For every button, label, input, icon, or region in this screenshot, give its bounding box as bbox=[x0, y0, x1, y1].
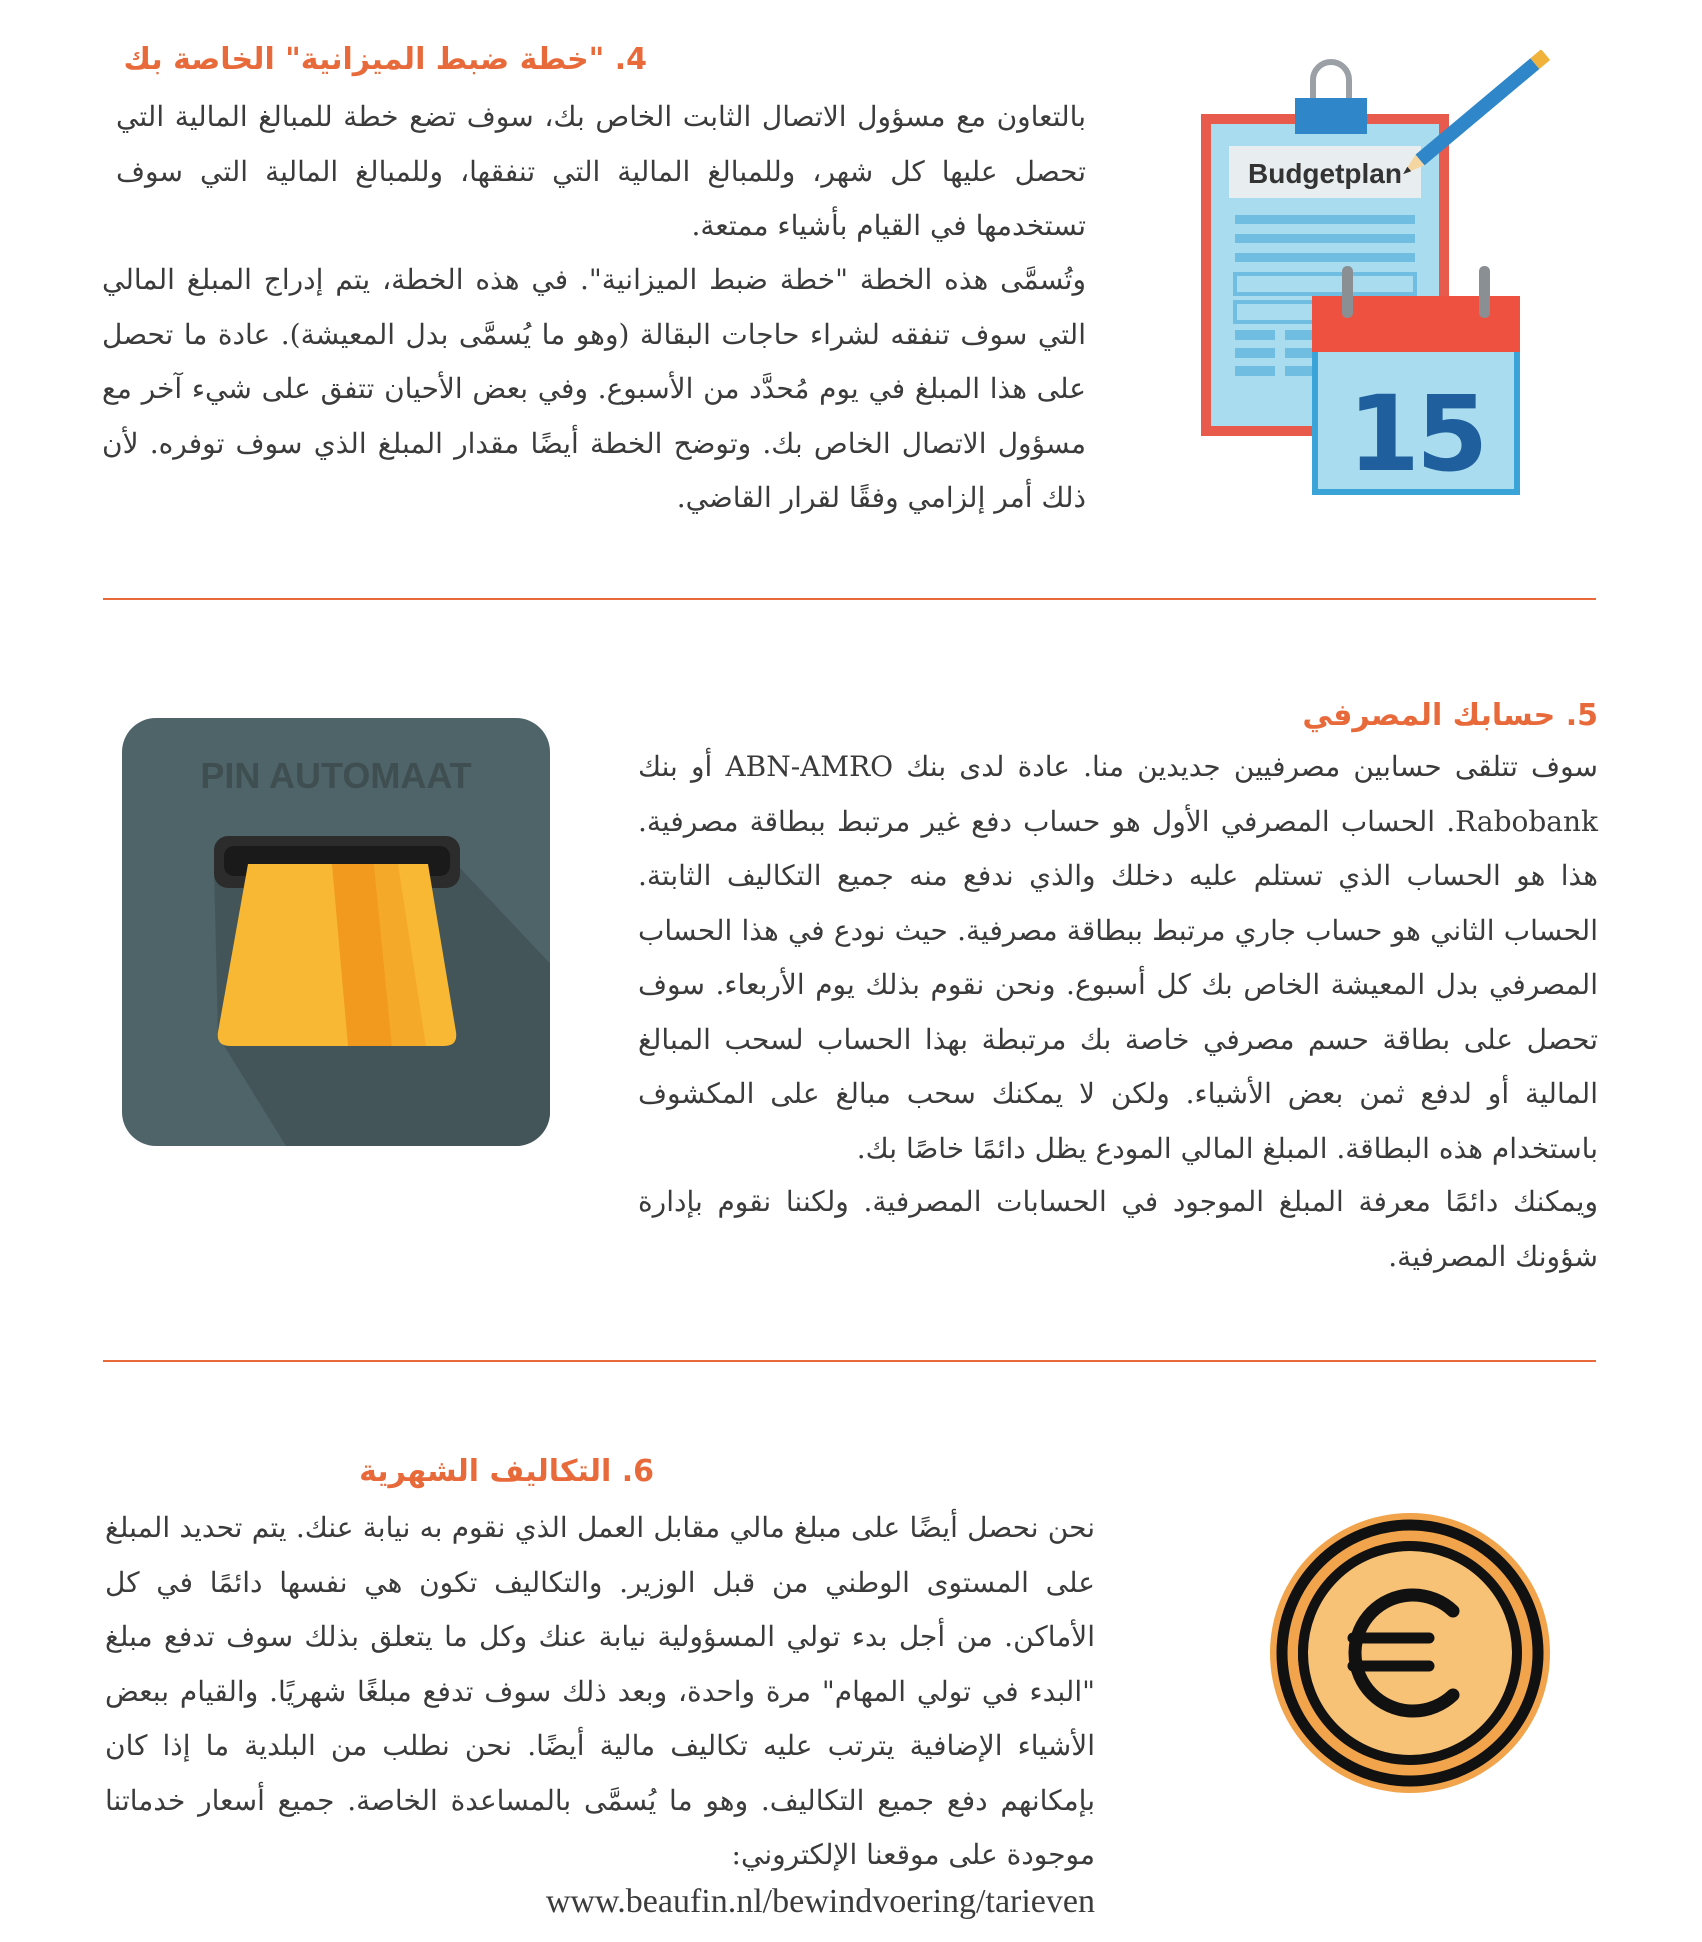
section-divider-2 bbox=[103, 1360, 1596, 1362]
section-5-paragraph-2: ويمكنك دائمًا معرفة المبلغ الموجود في الحسابات المصرفية. ولكننا نقوم بإدارة شؤونك المصرفية. bbox=[638, 1185, 1598, 1273]
budgetplan-label: Budgetplan bbox=[1248, 158, 1402, 189]
section-6-paragraph-1: نحن نحصل أيضًا على مبلغ مالي مقابل العمل الذي نقوم به نيابة عنك. يتم تحديد المبلغ على المستوى الوطني من قبل الوزير. والتكاليف تكون هي نفسها دائمًا في كل الأماكن. من أجل بدء تولي المسؤولية نيابة عنك وكل ما يتعلق بذلك سوف تدفع مبلغ "البدء في تولي المهام" مرة واحدة، وبعد ذلك سوف تدفع مبلغًا شهريًا. والقيام ببعض الأشياء الإضافية يترتب عليه تكاليف مالية أيضًا. نحن نطلب من البلدية ما إذا كان بإمكانهم دفع جميع التكاليف. وهو ما يُسمَّى بالمساعدة الخاصة. جميع أسعار خدماتنا موجودة على موقعنا الإلكتروني: bbox=[105, 1511, 1095, 1871]
tariffs-url[interactable]: www.beaufin.nl/bewindvoering/tarieven bbox=[545, 1883, 1095, 1920]
euro-coin-icon bbox=[1265, 1508, 1555, 1798]
calendar-day-number: 15 bbox=[1347, 373, 1485, 495]
section-6-title: 6. التكاليف الشهرية bbox=[359, 1454, 654, 1489]
section-divider-1 bbox=[103, 598, 1596, 600]
section-5-paragraph-1: سوف تتلقى حسابين مصرفيين جديدين منا. عادة لدى بنك ABN-AMRO أو بنك Rabobank. الحساب المصرفي الأول هو حساب دفع غير مرتبط ببطاقة مصرفية. هذا هو الحساب الذي تستلم عليه دخلك والذي ندفع منه جميع التكاليف الثابتة. الحساب الثاني هو حساب جاري مرتبط ببطاقة مصرفية. حيث نودع في هذا الحساب المصرفي بدل المعيشة الخاص بك كل أسبوع. ونحن نقوم بذلك يوم الأربعاء. سوف تحصل على بطاقة حسم مصرفي خاصة بك مرتبطة بهذا الحساب لسحب المبالغ المالية أو لدفع ثمن بعض الأشياء. ولكن لا يمكنك سحب مبالغ على المكشوف باستخدام هذه البطاقة. المبلغ المالي المودع يظل دائمًا خاصًا بك. bbox=[638, 750, 1598, 1165]
budget-plan-illustration bbox=[1195, 50, 1565, 500]
budget-plan-icon bbox=[1195, 50, 1565, 500]
atm-card-icon bbox=[122, 718, 550, 1146]
euro-coin-illustration bbox=[1265, 1508, 1555, 1798]
pin-automaat-label: PIN AUTOMAAT bbox=[200, 755, 472, 796]
section-5-title: 5. حسابك المصرفي bbox=[1302, 698, 1598, 733]
pin-automaat-illustration bbox=[122, 718, 550, 1146]
section-4-title: 4. "خطة ضبط الميزانية" الخاصة بك bbox=[123, 42, 647, 77]
section-4-paragraph-1: بالتعاون مع مسؤول الاتصال الثابت الخاص بك، سوف تضع خطة للمبالغ المالية التي تحصل عليها كل شهر، وللمبالغ المالية التي تنفقها، وللمبالغ المالية التي سوف تستخدمها في القيام بأشياء ممتعة. bbox=[116, 100, 1086, 242]
section-4-paragraph-2: وتُسمَّى هذه الخطة "خطة ضبط الميزانية". في هذه الخطة، يتم إدراج المبلغ المالي التي سوف تنفقه لشراء حاجات البقالة (وهو ما يُسمَّى بدل المعيشة). عادة ما تحصل على هذا المبلغ في يوم مُحدَّد من الأسبوع. وفي بعض الأحيان تتفق على شيء آخر مع مسؤول الاتصال الخاص بك. وتوضح الخطة أيضًا مقدار المبلغ الذي سوف توفره. لأن ذلك أمر إلزامي وفقًا لقرار القاضي. bbox=[102, 263, 1086, 514]
